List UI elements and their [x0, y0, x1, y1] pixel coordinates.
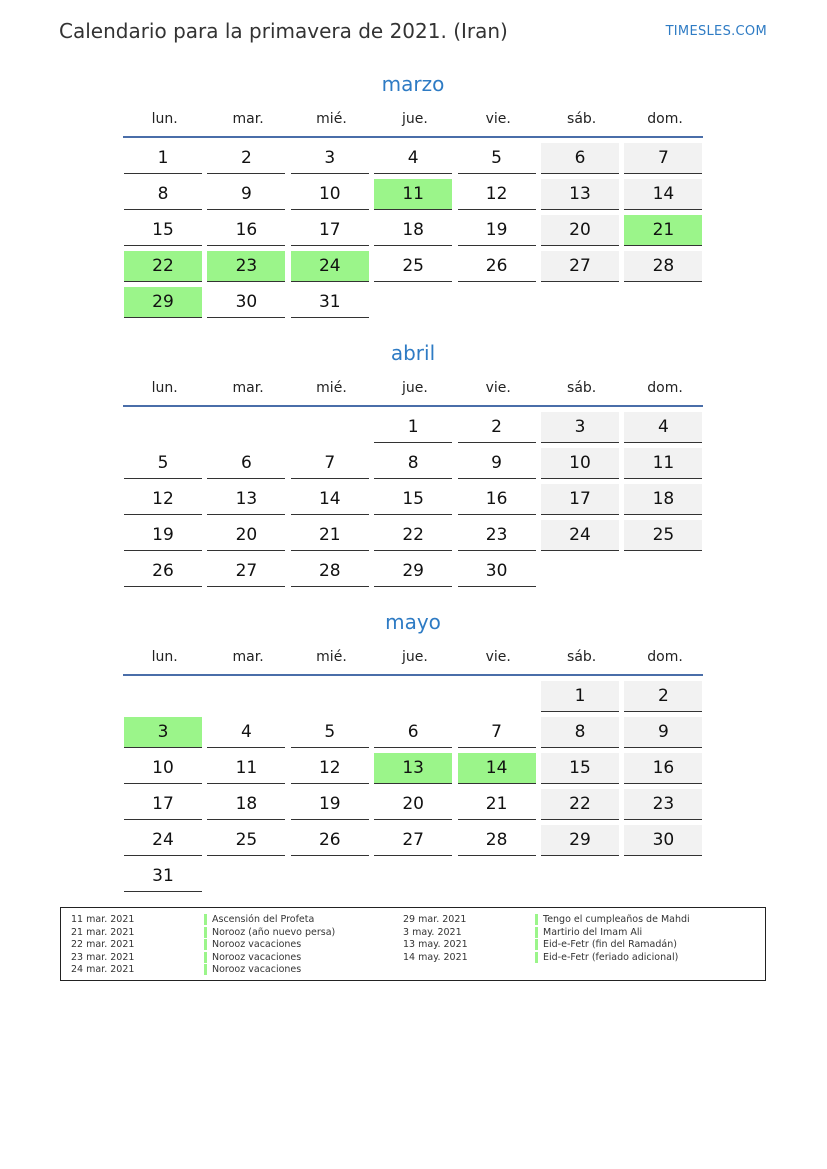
day-cell[interactable]: 9: [207, 179, 285, 210]
weekday-label: lun.: [151, 649, 178, 665]
day-cell[interactable]: 10: [541, 448, 619, 479]
day-cell[interactable]: 28: [624, 251, 702, 282]
day-cell[interactable]: 24: [541, 520, 619, 551]
day-cell[interactable]: 26: [124, 556, 202, 587]
day-cell[interactable]: 16: [624, 753, 702, 784]
day-cell[interactable]: 4: [207, 717, 285, 748]
day-cell[interactable]: 12: [124, 484, 202, 515]
weekday-label: mié.: [316, 649, 347, 665]
month-title: mayo: [385, 610, 441, 634]
legend-holiday-name: Norooz (año nuevo persa): [204, 927, 335, 938]
day-cell[interactable]: 24: [124, 825, 202, 856]
day-cell[interactable]: 27: [374, 825, 452, 856]
day-cell[interactable]: 7: [624, 143, 702, 174]
day-cell[interactable]: 12: [291, 753, 369, 784]
day-cell[interactable]: 15: [541, 753, 619, 784]
day-cell[interactable]: 23: [624, 789, 702, 820]
day-cell[interactable]: 2: [624, 681, 702, 712]
day-cell[interactable]: 25: [207, 825, 285, 856]
legend-holiday-name: Norooz vacaciones: [204, 952, 301, 963]
day-cell[interactable]: 10: [291, 179, 369, 210]
day-cell[interactable]: 2: [458, 412, 536, 443]
day-cell[interactable]: 30: [207, 287, 285, 318]
day-cell[interactable]: 31: [124, 861, 202, 892]
day-cell[interactable]: 23: [458, 520, 536, 551]
weekday-label: mié.: [316, 380, 347, 396]
weekday-label: jue.: [401, 111, 428, 127]
day-cell[interactable]: 25: [374, 251, 452, 282]
day-cell[interactable]: 29: [374, 556, 452, 587]
day-cell[interactable]: 27: [541, 251, 619, 282]
day-cell[interactable]: 6: [207, 448, 285, 479]
weekday-label: jue.: [401, 649, 428, 665]
day-cell[interactable]: 4: [374, 143, 452, 174]
weekday-label: sáb.: [567, 111, 597, 127]
day-cell[interactable]: 28: [291, 556, 369, 587]
month-title: abril: [390, 341, 436, 365]
weekday-label: dom.: [647, 111, 683, 127]
page-title: Calendario para la primavera de 2021. (Iran): [59, 19, 508, 43]
legend-date: 29 mar. 2021: [403, 914, 467, 925]
day-cell[interactable]: 5: [124, 448, 202, 479]
weekday-header-row: [123, 378, 703, 398]
weekday-label: lun.: [151, 380, 178, 396]
day-cell[interactable]: 10: [124, 753, 202, 784]
legend-date: 13 may. 2021: [403, 939, 468, 950]
weekday-label: vie.: [485, 111, 511, 127]
day-cell[interactable]: 1: [374, 412, 452, 443]
day-cell[interactable]: 19: [458, 215, 536, 246]
header-rule: [123, 136, 703, 138]
day-cell[interactable]: 20: [541, 215, 619, 246]
day-cell[interactable]: 24: [291, 251, 369, 282]
legend-holiday-name: Martirio del Imam Ali: [535, 927, 642, 938]
day-cell[interactable]: 2: [207, 143, 285, 174]
day-cell[interactable]: 29: [541, 825, 619, 856]
day-cell[interactable]: 20: [207, 520, 285, 551]
day-cell[interactable]: 29: [124, 287, 202, 318]
day-cell[interactable]: 13: [374, 753, 452, 784]
day-cell[interactable]: 27: [207, 556, 285, 587]
day-cell[interactable]: 21: [291, 520, 369, 551]
weekday-label: jue.: [401, 380, 428, 396]
legend-date: 21 mar. 2021: [71, 926, 135, 938]
legend-holiday-name: Tengo el cumpleaños de Mahdi: [535, 914, 690, 925]
weekday-label: dom.: [647, 649, 683, 665]
holiday-legend: [60, 907, 766, 981]
day-cell[interactable]: 18: [207, 789, 285, 820]
legend-holiday-name: Norooz vacaciones: [204, 939, 301, 950]
day-cell[interactable]: 17: [541, 484, 619, 515]
legend-date: 3 may. 2021: [403, 926, 462, 938]
day-cell[interactable]: 13: [207, 484, 285, 515]
day-cell[interactable]: 23: [207, 251, 285, 282]
day-cell[interactable]: 4: [624, 412, 702, 443]
legend-holiday-name: Eid-e-Fetr (feriado adicional): [535, 952, 678, 963]
day-cell[interactable]: 22: [124, 251, 202, 282]
header-rule: [123, 674, 703, 676]
day-cell[interactable]: 20: [374, 789, 452, 820]
legend-holiday-name: Eid-e-Fetr (fin del Ramadán): [535, 939, 677, 950]
day-cell[interactable]: 26: [458, 251, 536, 282]
weekday-label: mié.: [316, 111, 347, 127]
day-cell[interactable]: 3: [541, 412, 619, 443]
weekday-label: mar.: [232, 380, 264, 396]
legend-date: 22 mar. 2021: [71, 939, 135, 950]
day-cell[interactable]: 30: [458, 556, 536, 587]
weekday-label: vie.: [485, 649, 511, 665]
day-cell[interactable]: 11: [624, 448, 702, 479]
day-cell[interactable]: 8: [541, 717, 619, 748]
day-cell[interactable]: 13: [541, 179, 619, 210]
weekday-label: mar.: [232, 111, 264, 127]
day-cell[interactable]: 31: [291, 287, 369, 318]
day-cell[interactable]: 6: [541, 143, 619, 174]
day-cell[interactable]: 17: [291, 215, 369, 246]
day-cell[interactable]: 28: [458, 825, 536, 856]
day-cell[interactable]: 8: [124, 179, 202, 210]
brand-link[interactable]: TIMESLES.COM: [665, 24, 767, 39]
day-cell[interactable]: 19: [124, 520, 202, 551]
day-cell[interactable]: 12: [458, 179, 536, 210]
day-cell[interactable]: 5: [458, 143, 536, 174]
day-cell[interactable]: 8: [374, 448, 452, 479]
day-cell[interactable]: 16: [458, 484, 536, 515]
legend-date: 24 mar. 2021: [71, 964, 135, 975]
weekday-label: lun.: [151, 111, 178, 127]
day-cell[interactable]: 18: [374, 215, 452, 246]
day-cell[interactable]: 11: [374, 179, 452, 210]
day-cell[interactable]: 26: [291, 825, 369, 856]
month-title: marzo: [381, 72, 445, 96]
weekday-header-row: [123, 109, 703, 129]
day-cell[interactable]: 30: [624, 825, 702, 856]
day-cell[interactable]: 22: [541, 789, 619, 820]
weekday-label: sáb.: [567, 649, 597, 665]
day-cell[interactable]: 1: [124, 143, 202, 174]
day-cell[interactable]: 9: [458, 448, 536, 479]
day-cell[interactable]: 14: [624, 179, 702, 210]
day-cell[interactable]: 1: [541, 681, 619, 712]
legend-date: 11 mar. 2021: [71, 914, 135, 925]
weekday-label: dom.: [647, 380, 683, 396]
day-cell[interactable]: 3: [291, 143, 369, 174]
header-rule: [123, 405, 703, 407]
weekday-label: sáb.: [567, 380, 597, 396]
day-cell[interactable]: 21: [458, 789, 536, 820]
day-cell[interactable]: 14: [291, 484, 369, 515]
day-cell[interactable]: 15: [374, 484, 452, 515]
legend-holiday-name: Norooz vacaciones: [204, 964, 301, 975]
legend-date: 23 mar. 2021: [71, 951, 135, 963]
day-cell[interactable]: 22: [374, 520, 452, 551]
legend-date: 14 may. 2021: [403, 951, 468, 963]
day-cell[interactable]: 5: [291, 717, 369, 748]
day-cell[interactable]: 14: [458, 753, 536, 784]
weekday-label: vie.: [485, 380, 511, 396]
legend-holiday-name: Ascensión del Profeta: [204, 914, 314, 925]
weekday-header-row: [123, 647, 703, 667]
day-cell[interactable]: 7: [458, 717, 536, 748]
day-cell[interactable]: 9: [624, 717, 702, 748]
day-cell[interactable]: 6: [374, 717, 452, 748]
day-cell[interactable]: 17: [124, 789, 202, 820]
day-cell[interactable]: 18: [624, 484, 702, 515]
day-cell[interactable]: 7: [291, 448, 369, 479]
day-cell[interactable]: 25: [624, 520, 702, 551]
day-cell[interactable]: 19: [291, 789, 369, 820]
weekday-label: mar.: [232, 649, 264, 665]
day-cell[interactable]: 15: [124, 215, 202, 246]
day-cell[interactable]: 3: [124, 717, 202, 748]
day-cell[interactable]: 16: [207, 215, 285, 246]
day-cell[interactable]: 21: [624, 215, 702, 246]
day-cell[interactable]: 11: [207, 753, 285, 784]
